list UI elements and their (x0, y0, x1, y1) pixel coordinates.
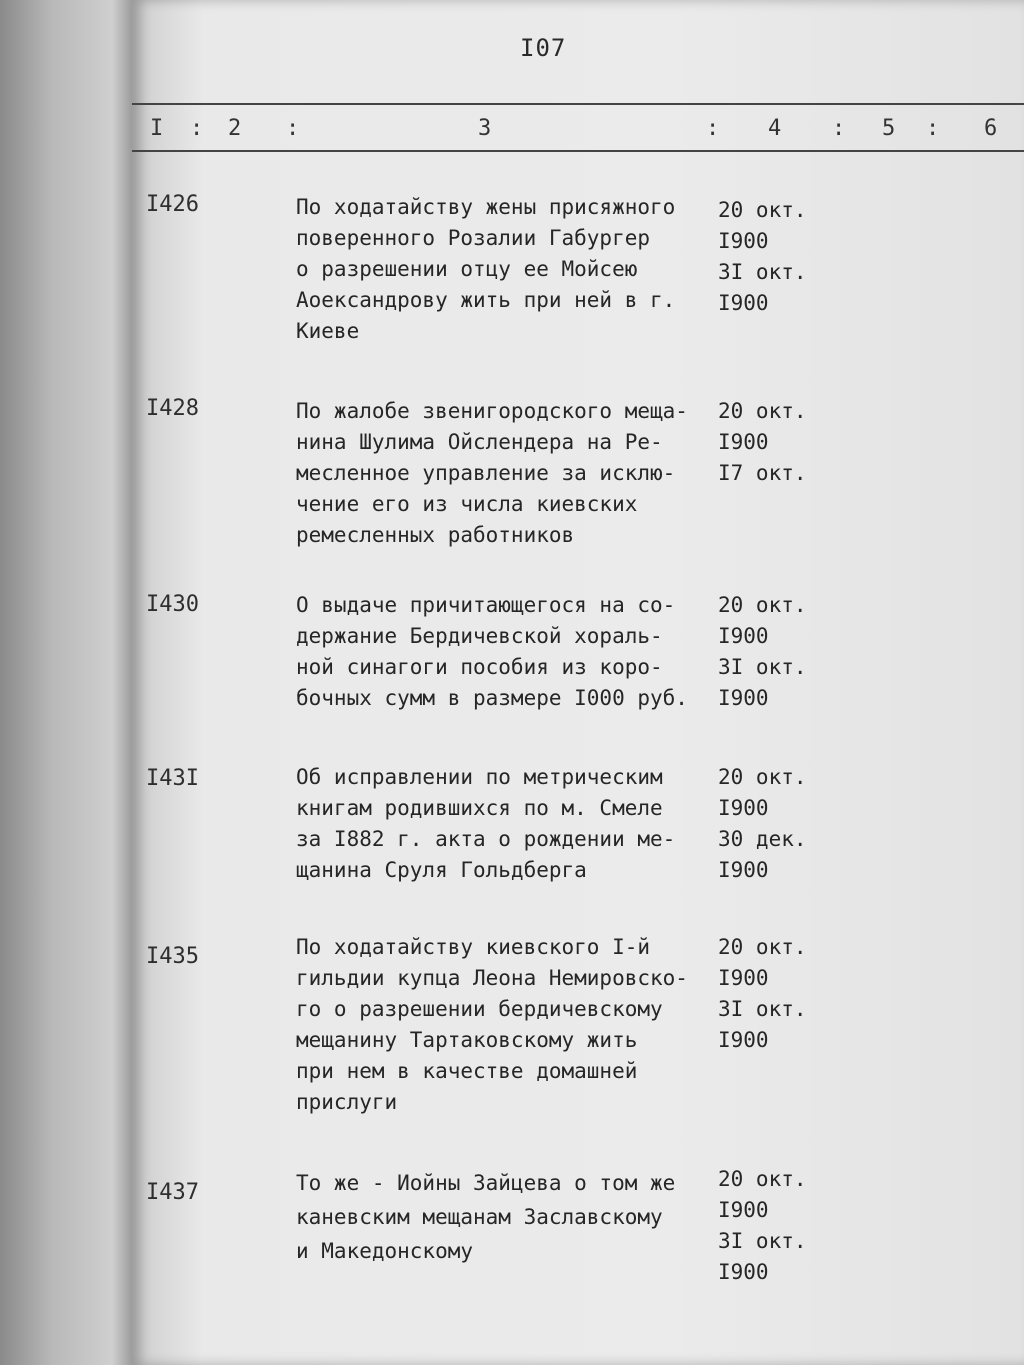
entry-line: По ходатайству киевского I-й (296, 935, 651, 959)
entry-line: держание Бердичевской хораль- (296, 624, 663, 648)
entry-line: при нем в качестве домашней (296, 1059, 638, 1083)
entry-line: месленное управление за исклю- (296, 461, 676, 485)
entry-date: 3I окт. (718, 997, 807, 1021)
entry-number: I428 (146, 396, 199, 421)
entry-date: I900 (718, 1198, 769, 1222)
entry-date: 3I окт. (718, 260, 807, 284)
entry-date: I900 (718, 686, 769, 710)
entry-line: поверенного Розалии Габургер (296, 226, 651, 250)
entry-date: 3I окт. (718, 1229, 807, 1253)
entry-line: По жалобе звенигородского меща- (296, 399, 688, 423)
adjacent-page-edge (0, 0, 132, 1365)
column-separator: : (926, 116, 940, 141)
entry-dates (718, 932, 828, 1056)
entry-dates (718, 1164, 828, 1288)
entry-date: I7 окт. (718, 461, 807, 485)
entry-number: I430 (146, 592, 199, 617)
entry-description (296, 932, 716, 1118)
entry-dates (718, 762, 828, 886)
entry-description (296, 590, 716, 714)
entry-description (296, 396, 716, 551)
entry-line: Киеве (296, 319, 360, 343)
entry-line: ремесленных работников (296, 523, 575, 547)
entry-line: о разрешении отцу ее Мойсею (296, 257, 638, 281)
column-separator: : (286, 116, 300, 141)
entry-number: I437 (146, 1180, 199, 1205)
entry-line: Об исправлении по метрическим (296, 765, 663, 789)
entry-line: за I882 г. акта о рождении ме- (296, 827, 676, 851)
entry-date: 20 окт. (718, 935, 807, 959)
entry-dates (718, 195, 828, 319)
header-rule-bottom (132, 150, 1024, 152)
entry-date: 3I окт. (718, 655, 807, 679)
entry-date: 20 окт. (718, 399, 807, 423)
column-separator: : (706, 116, 720, 141)
entry-line: То же - Иойны Зайцева о том же (296, 1171, 676, 1195)
entry-line: Аоександрову жить при ней в г. (296, 288, 676, 312)
entry-description (296, 1166, 716, 1268)
entry-line: го о разрешении бердичевскому (296, 997, 663, 1021)
entry-line: ной синагоги пособия из коро- (296, 655, 663, 679)
entry-line: бочных сумм в размере I000 руб. (296, 686, 688, 710)
entry-number: I43I (146, 766, 199, 791)
entry-date: I900 (718, 796, 769, 820)
entry-date: 30 дек. (718, 827, 807, 851)
entry-line: мещанину Тартаковскому жить (296, 1028, 638, 1052)
column-header-1: I (150, 116, 164, 141)
column-header-2: 2 (228, 116, 242, 141)
entry-line: каневским мещанам Заславскому (296, 1205, 663, 1229)
entry-line: прислуги (296, 1090, 398, 1114)
entry-date: 20 окт. (718, 593, 807, 617)
entry-date: I900 (718, 966, 769, 990)
entry-line: О выдаче причитающегося на со- (296, 593, 676, 617)
page-number: I07 (520, 34, 567, 62)
entry-date: I900 (718, 291, 769, 315)
entry-line: гильдии купца Леона Немировско- (296, 966, 688, 990)
column-header-6: 6 (984, 116, 998, 141)
entry-line: нина Шулима Ойслендера на Ре- (296, 430, 663, 454)
entry-line: и Македонскому (296, 1239, 474, 1263)
entry-line: щанина Сруля Гольдберга (296, 858, 587, 882)
column-separator: : (190, 116, 204, 141)
entry-date: I900 (718, 1028, 769, 1052)
column-header-3: 3 (478, 116, 492, 141)
entry-date: 20 окт. (718, 198, 807, 222)
entry-line: чение его из числа киевских (296, 492, 638, 516)
entry-date: I900 (718, 229, 769, 253)
entry-line: книгам родившихся по м. Смеле (296, 796, 663, 820)
column-separator: : (832, 116, 846, 141)
entry-description (296, 192, 716, 347)
entry-number: I426 (146, 192, 199, 217)
column-header-4: 4 (768, 116, 782, 141)
entry-date: I900 (718, 858, 769, 882)
entry-date: 20 окт. (718, 1167, 807, 1191)
entry-dates (718, 590, 828, 714)
column-header-5: 5 (882, 116, 896, 141)
entry-date: 20 окт. (718, 765, 807, 789)
entry-line: По ходатайству жены присяжного (296, 195, 676, 219)
entry-date: I900 (718, 624, 769, 648)
header-rule-top (132, 103, 1024, 105)
entry-date: I900 (718, 430, 769, 454)
entry-date: I900 (718, 1260, 769, 1284)
entry-dates (718, 396, 828, 489)
entry-number: I435 (146, 944, 199, 969)
entry-description (296, 762, 716, 886)
